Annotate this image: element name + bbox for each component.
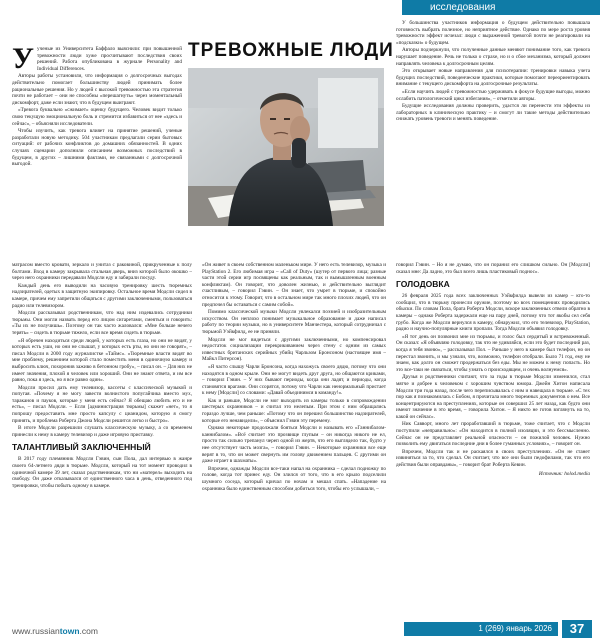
paragraph: Модсли просил дать ему телевизор, кассеты с классической музыкой и попугая. «Почему я не могу завести волнистого попугайчика вместо мух, тараканов и пауков, которые у меня есть сейчас? Я обещаю любить его и не есть», – писал Модсли. – Если [администрация тюрьмы] скажет «нет», то я попрошу предоставить мне просто капсулу с цианидом, которую я смогу принять, и проблема Роберта Джона Модсли решится легко и быстро». [12,384,192,424]
paragraph: Впрочем, Модсли так и не раскаялся в своих преступлениях. «Он не станет извиняться за то, что сделал. Он считает, что все они были педофилами, так что его действия были оправданы», – говорит брат Роберта Кевин. [396,448,590,469]
column-1 [12,262,192,618]
paragraph: Друзья и родственники считают, что за годы в тюрьме Модсли изменился, стал мягче и добрее к человеком с хорошим чувством юмора. Джейн Хитон написала Модсли три года назад, после чего переписывалась с ним и навещала в тюрьме. «С тех пор как я познакомилась с Бобом, я прочитала много тюремных документов о нем. Все концентрируются на преступлениях, которые он совершил 25 лет назад, как будто они имеют значение в это время, – говорила Хитон. – Я никто не готов взглянуть на то, какой он сейчас». [396,374,590,420]
article-headline: ТРЕВОЖНЫЕ ЛЮДИ [188,40,394,61]
paragraph: Как и раньше, Модсли не мог выходить из камеры только в сопровождении шестерых охранников – и считал это нелепым. При этом с ним обращались гораздо лучше, чем раньше: «Потому что он перешел большинство надзирателей, которые его ненавидели», – объяснил Гэвин эту перемену. [202,397,386,424]
paragraph: Однако некоторые продолжали бояться Модсли и называть его «Ганнибалом-каннибалом». «Всё считает это прозвище глупым – он никогда никого не ел, просто так сильно трепанул череп одной из жертв, что его выглядело так, будто у нее отсутствует часть мозга», – говорил Гэвин. – Некоторые охранники все еще верят в то, что он может свернуть им голову движением пальцев. С другими он даже играет в шахматы». [202,425,386,465]
paragraph: говорил Гэвин. – Но я не думаю, что он поранил его слишком сильно. Он [Модсли] сказал мне: Да ладно, это был всего лишь пластиковый поднос». [396,262,590,275]
paragraph: У большинства участников информация о будущем действительно повышала готовность выбрать полезное, но неприятное действие. Однако по мере роста уровня тревожности эффект исчезал: люди с выраженной тревогой почти не реагировали на «подсказки» о будущем. [396,20,590,46]
paragraph: «Я часто слышу Чарли Бронсона, когда нахожусь своего дядю, потому что они находятся в одном крыле. Они не могут видеть друг друга, но общаются криками, – говорил Гэвин. – У них бывают периоды, когда они ладят, и периоды, когда становятся врагами. Они ссорятся, потому что Чарли как ненормальный пристает к нему [Модсли] со словами: «Давай объединимся в команду!». [202,363,386,397]
column-2 [202,262,386,618]
page-number: 37 [562,620,592,638]
footer-website[interactable]: www.russiantown.com [12,626,98,636]
paragraph: Впрочем, однажды Модсли все-таки напал на охранника – сделал подножку по голове, когда тот принес еду. Он злился от того, что в его крыло подселили шумного соседа, который кричал по ночам и мешал спать. «Нападение на охранника было единственным способом добиться того, чтобы его услышали, – [202,465,386,492]
paragraph: Модсли рассказывал родственникам, что над ним издевались сотрудники тюрьмы. Они могли назвать перед его лицом сигаретами, смеяться и говорить: «Ты их не получишь». Поэтому он так часто жаловался: «Мне больше нечего терять» – сидеть в тюрьме тяжело, если все время сидеть в тюрьме. [12,310,192,336]
paragraph: Каждый день его выводили на часовую тренировку шесть тюремных надзирателей, одетых в защитную экипировку. Остальное время Модсли сидел в камере, причем ему запретили общаться с другими заключенными, пользоваться радио или телевизором. [12,282,192,309]
paragraph: Авторы подчеркнули, что полученные данные меняют понимание того, как тревога нарушает поведение. Речь не только о страхе, но и о сбое механизма, который должен направлять человека к долгосрочным целям. [396,47,590,67]
subhead-talented-prisoner: ТАЛАНТЛИВЫЙ ЗАКЛЮЧЕННЫЙ [12,442,151,453]
intro-column [12,46,182,254]
paragraph: 26 февраля 2025 года всех заключенных Уэйкфилда вывели из камер – кто-то сообщил, что в тюрьму пронесли оружие, поэтому во всех помещениях проводились обыски. По словам Пола, брата Роберта Модсли, вскоре заключенных отвели обратно в камеры – однако Роберта задержали еще на пару дней, потому что тот якобы сел себя грубо. Когда же Модсли вернулся в камеру, обнаружил, что его телевизор, PlayStation, радио и научно-популярные книги пропали. Тогда Модсли объявил голодовку. [396,293,590,333]
paragraph: Это открывает новые направления для психотерапии: тренировки навыка учета будущих последствий, поведенческие практики, которые помогают переориентировать внимание с текущего дискомфорта на долгосрочные результаты. [396,68,590,88]
paragraph: Авторы работы установили, что информация о долгосрочных выгодах действительно помогает большинству людей принимать более рациональные решения. Но у людей с высокой тревожностью эта стратегия почти не работает – они не способны «перешагнуть» через моментальный дискомфорт, даже если знают, что в будущем выиграют. [12,73,182,106]
paragraph: Чтобы изучить, как тревога влияет на принятие решений, ученые разработали новую методику. 504 участникам предлагали серии бытовых ситуаций: от рабочих конфликтов до домашних обязанностей. В одних случаях сценарии дополнили описанием возможных последствий в будущем, в других – лишними фактами, не связанными с долгосрочной выгодой. [12,128,182,168]
column-3 [396,262,590,618]
drop-cap: У [12,46,35,75]
subhead-hunger-strike: ГОЛОДОВКА [396,279,450,290]
paragraph: «Я обречен находиться среди людей, у которых есть глаза, но они не видят, у которых есть уши, но они не слышат, у которых есть рты, но они не говорят», – писал Модсли в 2000 году журналистке «Таймс». «Тюремные власти видят во мне проблему, решением которой стало поместить меня в одиночную камеру и выбросить ключ, похоронив заживо в бетонном гробу», – писал он. – Для них не имеет значения, плохой я человек или хороший. Они не знают ответа, и им все равно, пока я здесь, но я все равно один». [12,337,192,384]
paragraph: матрасом вместо кровати, зеркало и унитаз с раковиной, прикрученные к полу болтами. Вход в камеру закрывала стальная дверь, вниз которой было окошко – через него охранники передавали Модсли еду и забирали посуду. [12,262,192,282]
paragraph: «Он живет в своем собственном маленьком мире. У него есть телевизор, музыка и PlayStation 2. Его любимая игра – «Call of Duty» (шутер от первого лица; разные части этой серии игр посвящены как реальным, так и вымышленным военным конфликтам). Он говорит, что доволен жизнью, и действительно выглядит счастливым, – говорил Гэвин. – Он знает, что умрет в тюрьме, и спокойно относится к этому. Говорит, что в остальном мире так много плохих людей, что он предпочел бы оставаться с самим собой». [202,262,386,308]
paragraph: Модсли не мог видеться с другими заключенными, но компенсировал недостаток социализации перекрикиванием через стену с одним из самых известных британских серийных убийц Чарльзом Бронсоном (настоящее имя – Майкл Питерсон). [202,336,386,363]
paragraph: «Тревога буквально «сжимает» оценку будущего. Человек видит только свою текущую эмоциональную боль и стремится избавиться от нее «здесь и сейчас», – объясняли исследователи. [12,107,182,127]
paragraph: Будущие исследования должны проверить, удастся ли перенести эти эффекты из лабораторных в клиническую практику – и смогут ли такие методы действительно снижать уровень тревоги и менять поведение. [396,103,590,123]
paragraph: Помимо классической музыки Модсли увлекался поэзией и изобразительным искусством. Он неплохо понимает музыкальное образование и даже написал работу по теории музыки, но в университете Манчестера, который сотрудничал с тюрьмой Уэйкфилд, ее не приняли. [202,309,386,335]
paragraph: ученые из Университета Баффало выяснили: при повышенной тревожности люди хуже просчитывают последствия своих решений. Работа опубликована в журнале Personality and Individual Differences. [37,46,182,72]
worried-man-photo [188,68,384,226]
issue-info: 1 (269) январь 2026 [404,622,558,636]
paragraph: «Если научить людей с тревожностью удерживать в фокусе будущие выгоды, можно ослабить патологический цикл избегания», – отметили авторы. [396,88,590,102]
paragraph: В 2017 году племянник Модсли Гэвин, сын Пола, дал интервью в жанре своего 64-летнего дяди в тюрьме. Модсли, который на тот момент проводил в одиночной камере 39 лет, сказал родственникам, что ни «матерел» выходить на свободу. Он даже отказывался от единственного часа в день, отведенного под тренировки, чтобы побыть одному в камере. [12,456,192,489]
paragraph: Ник Савворт, много лет проработавший в тюрьме, тоже считает, что с Модсли поступили «неправильно»: «Он находится в полной изоляции, и это бессмысленно. Сейчас он не представляет реальной опасности – он пожилой человек. Нужно позволить ему двигаться последние дни в более гуманных условиях», – говорит он. [396,421,590,448]
paragraph: В итоге Модсли разрешили слушать классическую музыку, а со временем принесли к нему в камеру телевизор и даже игровую приставку. [12,425,192,438]
right-top-column [396,20,590,252]
intro-text [12,46,182,168]
article-source: Источник: holod.media [538,470,590,477]
right-top-text [396,20,590,123]
paragraph: «Я тот день он позвонил мне из тюрьмы, и голос был сердитый и встревоженный. Он сказал: «Я объявляю голодовку, так что не удивляйся, если это будет последний раз, когда я тебя звоню», – рассказывал Пол. – Раньше у него в камере был телефон, но он перестал звонить, и мы узнали, что, возможно, телефон отобрали. Было 71 год, ему не знаем, как долго он сможет продержаться без еды. Мы не можем к нему попасть. Но это все-таки не связаться, чтобы узнать о происходящем, и очень волнуемся». [396,333,590,373]
section-label: исследования [402,0,600,15]
